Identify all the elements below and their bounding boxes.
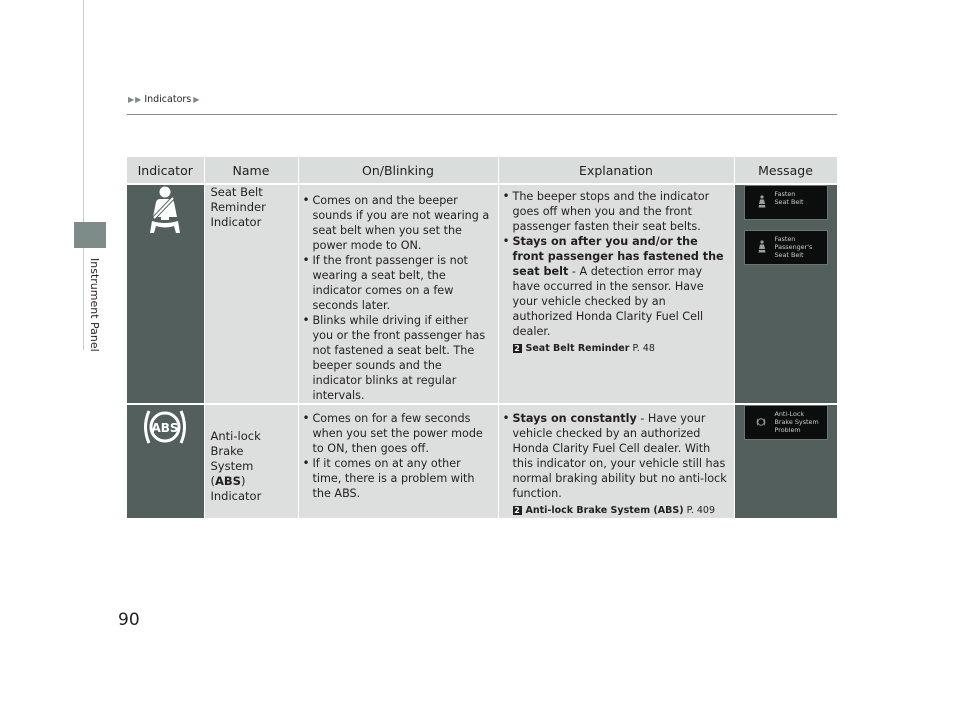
name-line: Anti-lock Brake	[210, 429, 261, 458]
reference-page[interactable]: P. 409	[686, 505, 715, 516]
abs-icon	[755, 416, 767, 428]
name-text: System (	[210, 459, 254, 488]
table-row	[127, 184, 837, 404]
column-header: On/Blinking	[298, 157, 498, 184]
list-item	[499, 411, 728, 501]
body-text: - Have your vehicle checked by an authorized Honda Clarity Fuel Cell dealer. With this indicator on, your vehicle still has normal braking ability but no anti-lock function.	[512, 412, 727, 500]
name-line: Reminder	[210, 200, 266, 214]
explanation-cell	[498, 404, 734, 519]
seat-belt-icon	[757, 240, 767, 253]
table-row	[127, 404, 837, 519]
reference-arrow-icon: 2	[514, 344, 520, 353]
name-line: Seat Belt	[210, 185, 263, 199]
list-item: • Comes on and the beeper sounds if you are not wearing a seat belt when you set the power mode to ON.	[299, 193, 492, 253]
svg-text:ABS: ABS	[151, 421, 179, 435]
reference-arrow-icon: 2	[514, 506, 520, 515]
list-item: • If it comes on at any other time, there is a problem with the ABS.	[299, 456, 492, 501]
on-blinking-cell	[298, 404, 498, 519]
side-rail	[83, 0, 84, 350]
breadcrumb[interactable]	[128, 94, 200, 105]
message-display	[744, 405, 828, 440]
seat-belt-icon	[757, 195, 767, 208]
indicator-name	[204, 404, 298, 519]
breadcrumb-item[interactable]: Indicators	[144, 94, 192, 105]
header-rule	[127, 114, 837, 115]
list-item: • The beeper stops and the indicator goes off when you and the front passenger fasten their seat belts.	[499, 189, 728, 234]
table-header-row	[127, 157, 837, 184]
name-text: )	[240, 474, 246, 488]
page-number: 90	[118, 610, 140, 630]
column-header: Indicator	[127, 157, 204, 184]
message-cell	[734, 184, 837, 404]
list-item: • Comes on for a few seconds when you set the power mode to ON, then goes off.	[299, 411, 492, 456]
emphasis-text: Stays on constantly	[512, 412, 637, 425]
reference-title[interactable]: Seat Belt Reminder	[525, 343, 630, 354]
breadcrumb-arrow-icon: ▶	[128, 95, 135, 104]
indicator-name	[204, 184, 298, 404]
explanation-cell	[498, 184, 734, 404]
cross-reference-link[interactable]	[499, 341, 734, 356]
emphasis-text: Stays on after you and/or the front passenger has fastened the seat belt	[512, 235, 724, 278]
on-blinking-cell	[298, 184, 498, 404]
indicator-table	[127, 157, 838, 520]
body-text: - A detection error may have occurred in the sensor. Have your vehicle checked by an authorized Honda Clarity Fuel Cell dealer.	[512, 265, 704, 338]
list-item: • Blinks while driving if either you or the front passenger has not fastened a seat belt. The beeper sounds and the indicator blinks at regular intervals.	[299, 313, 492, 403]
column-header: Message	[734, 157, 837, 184]
breadcrumb-arrow-icon: ▶	[135, 95, 142, 104]
section-tab[interactable]	[74, 222, 106, 248]
name-line	[211, 459, 292, 489]
abbreviation: ABS	[215, 474, 241, 488]
seat-belt-icon	[142, 185, 188, 237]
message-cell	[734, 404, 837, 519]
message-display	[744, 185, 828, 220]
message-text: Fasten Passenger's Seat Belt	[774, 235, 813, 259]
indicator-cell	[127, 404, 204, 519]
list-item: • If the front passenger is not wearing a seat belt, the indicator comes on a few seconds later.	[299, 253, 492, 313]
indicator-cell	[127, 184, 204, 404]
breadcrumb-arrow-icon: ▶	[193, 95, 200, 104]
message-text: Fasten Seat Belt	[774, 190, 804, 206]
message-display	[744, 230, 828, 265]
message-text: Anti-Lock Brake System Problem	[774, 410, 819, 434]
abs-icon	[140, 405, 190, 449]
cross-reference-link[interactable]	[499, 503, 734, 518]
section-label: Instrument Panel	[88, 258, 101, 352]
column-header: Name	[204, 157, 298, 184]
list-item	[499, 234, 728, 339]
name-line: Indicator	[210, 215, 262, 229]
reference-page[interactable]: P. 48	[632, 343, 655, 354]
reference-title[interactable]: Anti-lock Brake System (ABS)	[525, 505, 684, 516]
column-header: Explanation	[498, 157, 734, 184]
name-line: Indicator	[210, 489, 262, 503]
